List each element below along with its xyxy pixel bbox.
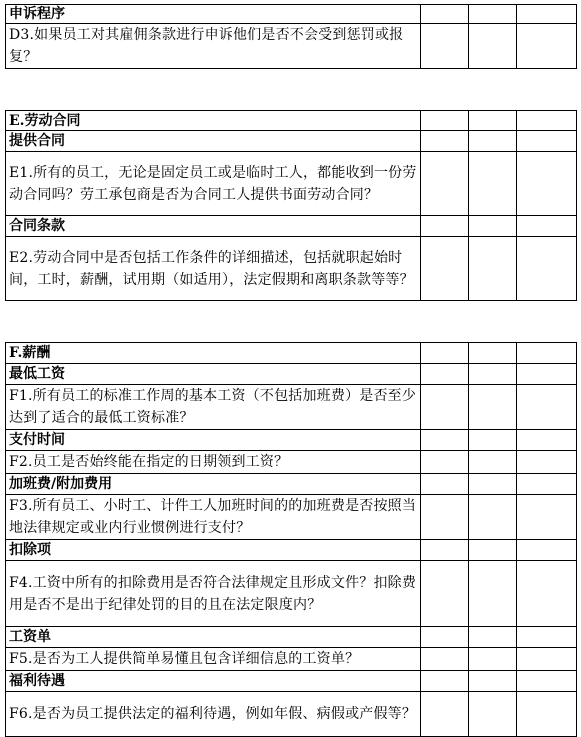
check-cell[interactable] xyxy=(421,111,469,131)
check-cell[interactable] xyxy=(469,692,517,737)
section-e-table xyxy=(5,110,577,301)
check-cell[interactable] xyxy=(421,152,469,216)
check-cell[interactable] xyxy=(421,343,469,364)
check-cell[interactable] xyxy=(469,152,517,216)
check-cell[interactable] xyxy=(469,451,517,474)
check-cell[interactable] xyxy=(517,474,577,495)
subsection-title: 提供合同 xyxy=(6,131,421,152)
check-cell[interactable] xyxy=(517,152,577,216)
check-cell[interactable] xyxy=(517,451,577,474)
check-cell[interactable] xyxy=(517,430,577,451)
check-cell[interactable] xyxy=(421,364,469,385)
check-cell[interactable] xyxy=(469,343,517,364)
question-text: F1.所有员工的标准工作周的基本工资（不包括加班费）是否至少达到了适合的最低工资标准？ xyxy=(6,385,421,430)
question-text: F4.工资中所有的扣除费用是否符合法律规定且形成文件？扣除费用是否不是出于纪律处罚的目的且在法定限度内？ xyxy=(6,561,421,627)
subsection-title: 加班费/附加费用 xyxy=(6,474,421,495)
table-row xyxy=(6,5,577,24)
check-cell[interactable] xyxy=(517,648,577,671)
question-text: F5.是否为工人提供简单易懂且包含详细信息的工资单？ xyxy=(6,648,421,671)
check-cell[interactable] xyxy=(421,474,469,495)
table-row xyxy=(6,111,577,131)
check-cell[interactable] xyxy=(421,627,469,648)
check-cell[interactable] xyxy=(421,237,469,301)
check-cell[interactable] xyxy=(421,692,469,737)
table-row xyxy=(6,24,577,69)
check-cell[interactable] xyxy=(421,561,469,627)
check-cell[interactable] xyxy=(421,430,469,451)
table-row xyxy=(6,364,577,385)
check-cell[interactable] xyxy=(469,627,517,648)
subsection-title: 合同条款 xyxy=(6,216,421,237)
check-cell[interactable] xyxy=(517,216,577,237)
table-row xyxy=(6,216,577,237)
check-cell[interactable] xyxy=(421,131,469,152)
subsection-title: 工资单 xyxy=(6,627,421,648)
table-row xyxy=(6,627,577,648)
check-cell[interactable] xyxy=(517,692,577,737)
check-cell[interactable] xyxy=(469,111,517,131)
check-cell[interactable] xyxy=(421,385,469,430)
check-cell[interactable] xyxy=(469,364,517,385)
check-cell[interactable] xyxy=(421,5,469,24)
check-cell[interactable] xyxy=(517,561,577,627)
check-cell[interactable] xyxy=(421,648,469,671)
check-cell[interactable] xyxy=(469,474,517,495)
subsection-title: 福利待遇 xyxy=(6,671,421,692)
subsection-title: 扣除项 xyxy=(6,540,421,561)
check-cell[interactable] xyxy=(517,385,577,430)
check-cell[interactable] xyxy=(469,561,517,627)
table-row xyxy=(6,474,577,495)
subsection-title: 申诉程序 xyxy=(6,5,421,24)
check-cell[interactable] xyxy=(469,648,517,671)
section-f-table xyxy=(5,342,577,737)
table-row xyxy=(6,692,577,737)
check-cell[interactable] xyxy=(517,24,577,69)
check-cell[interactable] xyxy=(517,495,577,540)
section-title: F.薪酬 xyxy=(6,343,421,364)
check-cell[interactable] xyxy=(517,343,577,364)
section-d-table xyxy=(5,4,577,69)
question-text: E2.劳动合同中是否包括工作条件的详细描述，包括就职起始时间，工时，薪酬，试用期（如适用），法定假期和离职条款等等？ xyxy=(6,237,421,301)
check-cell[interactable] xyxy=(517,540,577,561)
check-cell[interactable] xyxy=(517,671,577,692)
question-text: F3.所有员工、小时工、计件工人加班时间的的加班费是否按照当地法律规定或业内行业惯例进行支付？ xyxy=(6,495,421,540)
table-row xyxy=(6,540,577,561)
section-title: E.劳动合同 xyxy=(6,111,421,131)
check-cell[interactable] xyxy=(517,5,577,24)
question-text: F6.是否为员工提供法定的福利待遇，例如年假、病假或产假等？ xyxy=(6,692,421,737)
table-row xyxy=(6,385,577,430)
question-text: D3.如果员工对其雇佣条款进行申诉他们是否不会受到惩罚或报复？ xyxy=(6,24,421,69)
check-cell[interactable] xyxy=(421,451,469,474)
check-cell[interactable] xyxy=(421,540,469,561)
check-cell[interactable] xyxy=(469,131,517,152)
check-cell[interactable] xyxy=(421,495,469,540)
check-cell[interactable] xyxy=(469,430,517,451)
table-row xyxy=(6,451,577,474)
question-text: F2.员工是否始终能在指定的日期领到工资？ xyxy=(6,451,421,474)
check-cell[interactable] xyxy=(469,495,517,540)
question-text: E1.所有的员工，无论是固定员工或是临时工人，都能收到一份劳动合同吗？劳工承包商是否为合同工人提供书面劳动合同？ xyxy=(6,152,421,216)
table-row xyxy=(6,648,577,671)
table-row xyxy=(6,430,577,451)
check-cell[interactable] xyxy=(517,131,577,152)
check-cell[interactable] xyxy=(469,671,517,692)
table-row xyxy=(6,237,577,301)
check-cell[interactable] xyxy=(469,385,517,430)
table-row xyxy=(6,152,577,216)
table-row xyxy=(6,671,577,692)
check-cell[interactable] xyxy=(517,627,577,648)
subsection-title: 支付时间 xyxy=(6,430,421,451)
table-row xyxy=(6,343,577,364)
check-cell[interactable] xyxy=(421,216,469,237)
check-cell[interactable] xyxy=(469,540,517,561)
check-cell[interactable] xyxy=(517,364,577,385)
check-cell[interactable] xyxy=(469,24,517,69)
check-cell[interactable] xyxy=(421,24,469,69)
table-row xyxy=(6,561,577,627)
table-row xyxy=(6,131,577,152)
check-cell[interactable] xyxy=(469,216,517,237)
check-cell[interactable] xyxy=(517,111,577,131)
subsection-title: 最低工资 xyxy=(6,364,421,385)
table-row xyxy=(6,495,577,540)
check-cell[interactable] xyxy=(469,5,517,24)
check-cell[interactable] xyxy=(469,237,517,301)
check-cell[interactable] xyxy=(517,237,577,301)
check-cell[interactable] xyxy=(421,671,469,692)
